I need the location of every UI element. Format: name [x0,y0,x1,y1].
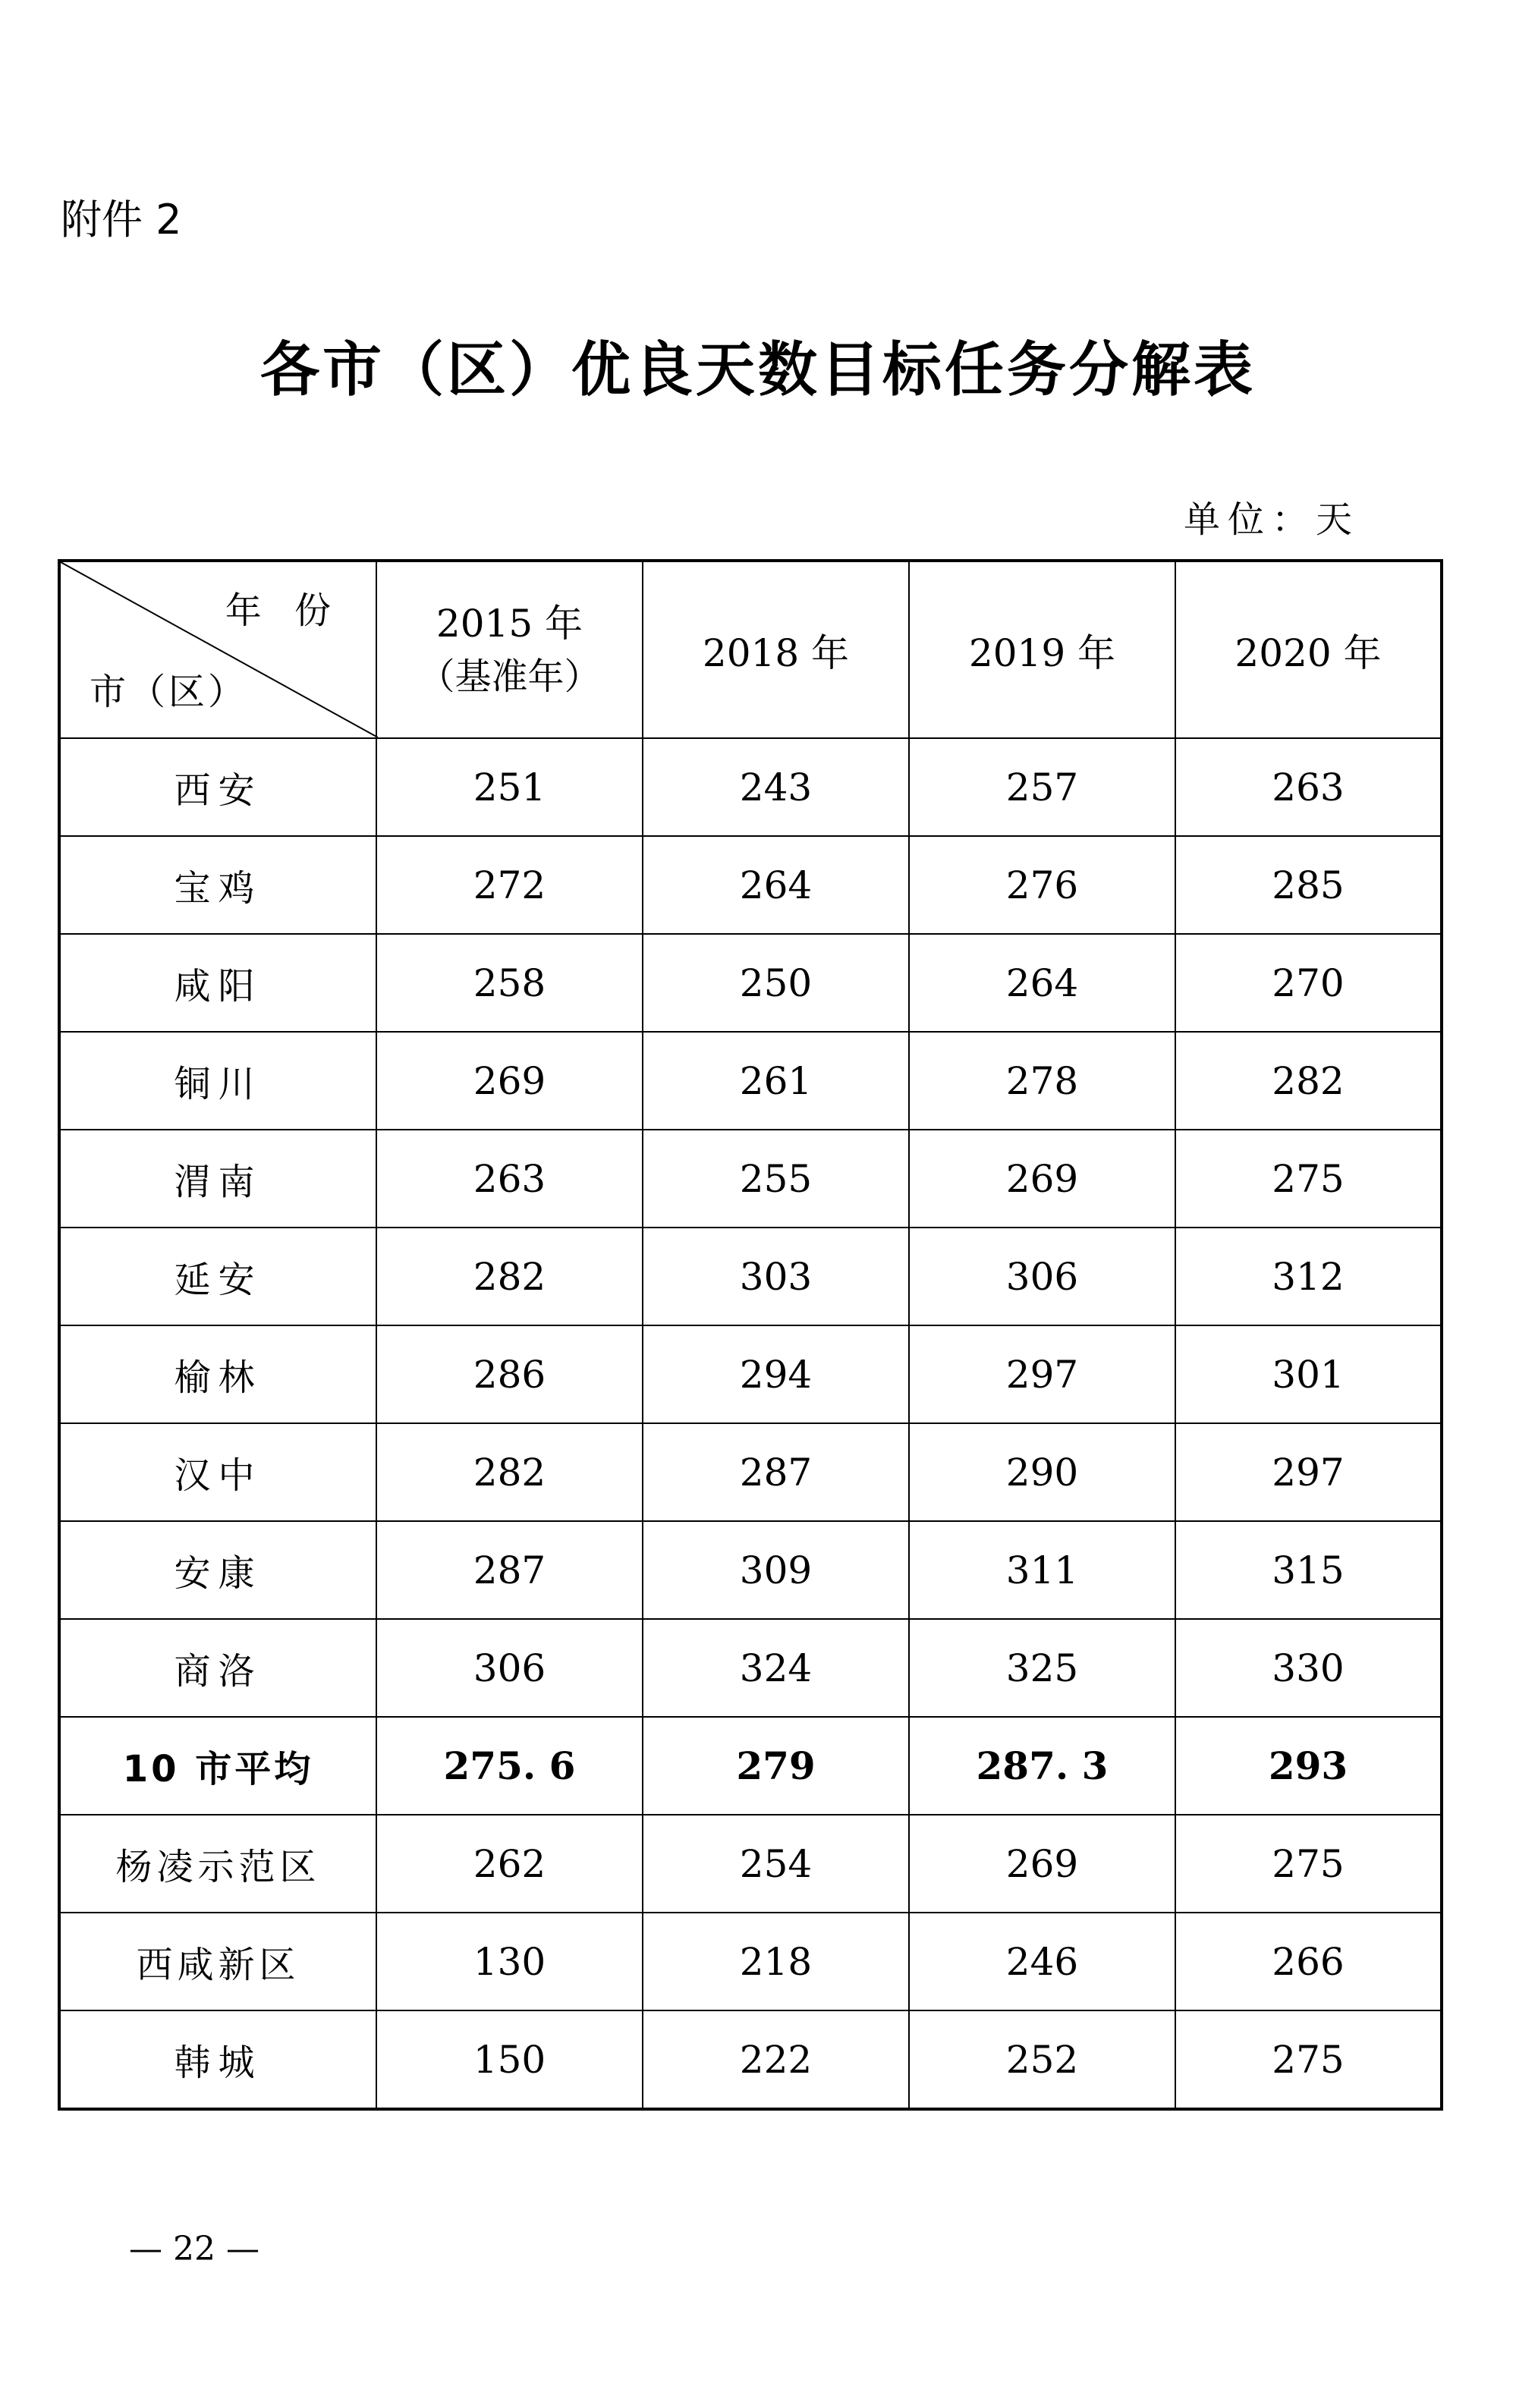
average-row [59,1717,1442,1815]
city-cell: 韩城 [59,2010,376,2109]
value-2019: 287. 3 [909,1717,1175,1815]
value-2019: 276 [909,836,1175,934]
table-row [59,2010,1442,2109]
value-2018: 279 [643,1717,909,1815]
city-cell: 铜川 [59,1032,376,1130]
value-2018: 294 [643,1325,909,1423]
value-2015: 263 [376,1130,643,1228]
city-cell: 咸阳 [59,934,376,1032]
value-2018: 309 [643,1521,909,1619]
header-2015-baseline: （基准年） [418,655,601,698]
header-col-2015 [376,561,643,738]
table-row [59,1228,1442,1325]
table-row [59,1815,1442,1913]
city-cell: 汉中 [59,1423,376,1521]
value-2018: 218 [643,1913,909,2010]
value-2018: 243 [643,738,909,836]
city-cell: 西咸新区 [59,1913,376,2010]
value-2019: 252 [909,2010,1175,2109]
value-2020: 263 [1175,738,1442,836]
value-2019: 290 [909,1423,1175,1521]
value-2015: 262 [376,1815,643,1913]
value-2015: 286 [376,1325,643,1423]
value-2018: 264 [643,836,909,934]
value-2015: 282 [376,1228,643,1325]
value-2018: 324 [643,1619,909,1717]
page-number: — 22 — [129,2230,259,2268]
value-2018: 255 [643,1130,909,1228]
value-2015: 258 [376,934,643,1032]
value-2015: 150 [376,2010,643,2109]
value-2018: 250 [643,934,909,1032]
table-row [59,1619,1442,1717]
value-2020: 301 [1175,1325,1442,1423]
table-row [59,1521,1442,1619]
value-2019: 264 [909,934,1175,1032]
header-year-label: 年 份 [225,589,341,632]
table-row [59,1032,1442,1130]
value-2020: 275 [1175,2010,1442,2109]
value-2018: 261 [643,1032,909,1130]
header-col-2020: 2020 年 [1175,561,1442,738]
value-2020: 285 [1175,836,1442,934]
city-cell: 杨凌示范区 [59,1815,376,1913]
value-2015: 272 [376,836,643,934]
value-2020: 270 [1175,934,1442,1032]
value-2020: 282 [1175,1032,1442,1130]
city-cell: 延安 [59,1228,376,1325]
value-2019: 269 [909,1815,1175,1913]
city-cell: 10 市平均 [59,1717,376,1815]
value-2018: 303 [643,1228,909,1325]
attachment-label: 附件 2 [61,196,182,244]
value-2018: 254 [643,1815,909,1913]
city-cell: 宝鸡 [59,836,376,934]
value-2020: 275 [1175,1130,1442,1228]
table-row [59,738,1442,836]
header-diagonal-cell [59,561,376,738]
value-2015: 282 [376,1423,643,1521]
header-2015-year: 2015 年 [436,601,583,646]
header-col-2019: 2019 年 [909,561,1175,738]
page-title: 各市（区）优良天数目标任务分解表 [259,336,1256,404]
value-2019: 325 [909,1619,1175,1717]
table-row [59,1130,1442,1228]
value-2020: 315 [1175,1521,1442,1619]
city-cell: 榆林 [59,1325,376,1423]
table-row [59,1325,1442,1423]
header-col-2018: 2018 年 [643,561,909,738]
value-2015: 287 [376,1521,643,1619]
city-cell: 渭南 [59,1130,376,1228]
targets-table [58,559,1443,2111]
value-2019: 306 [909,1228,1175,1325]
table-row [59,836,1442,934]
header-city-label: 市（区） [90,671,248,713]
value-2019: 297 [909,1325,1175,1423]
unit-label: 单位：天 [1184,498,1360,541]
value-2020: 275 [1175,1815,1442,1913]
value-2019: 246 [909,1913,1175,2010]
value-2020: 297 [1175,1423,1442,1521]
city-cell: 商洛 [59,1619,376,1717]
value-2015: 130 [376,1913,643,2010]
value-2019: 269 [909,1130,1175,1228]
value-2020: 293 [1175,1717,1442,1815]
table-header-row [59,561,1442,738]
table-container [58,559,1443,2111]
table-row [59,1913,1442,2010]
value-2020: 312 [1175,1228,1442,1325]
value-2020: 266 [1175,1913,1442,2010]
value-2019: 311 [909,1521,1175,1619]
value-2019: 257 [909,738,1175,836]
value-2015: 269 [376,1032,643,1130]
city-cell: 安康 [59,1521,376,1619]
value-2020: 330 [1175,1619,1442,1717]
table-row [59,934,1442,1032]
value-2015: 275. 6 [376,1717,643,1815]
value-2018: 222 [643,2010,909,2109]
value-2015: 251 [376,738,643,836]
table-row [59,1423,1442,1521]
value-2018: 287 [643,1423,909,1521]
city-cell: 西安 [59,738,376,836]
value-2019: 278 [909,1032,1175,1130]
value-2015: 306 [376,1619,643,1717]
